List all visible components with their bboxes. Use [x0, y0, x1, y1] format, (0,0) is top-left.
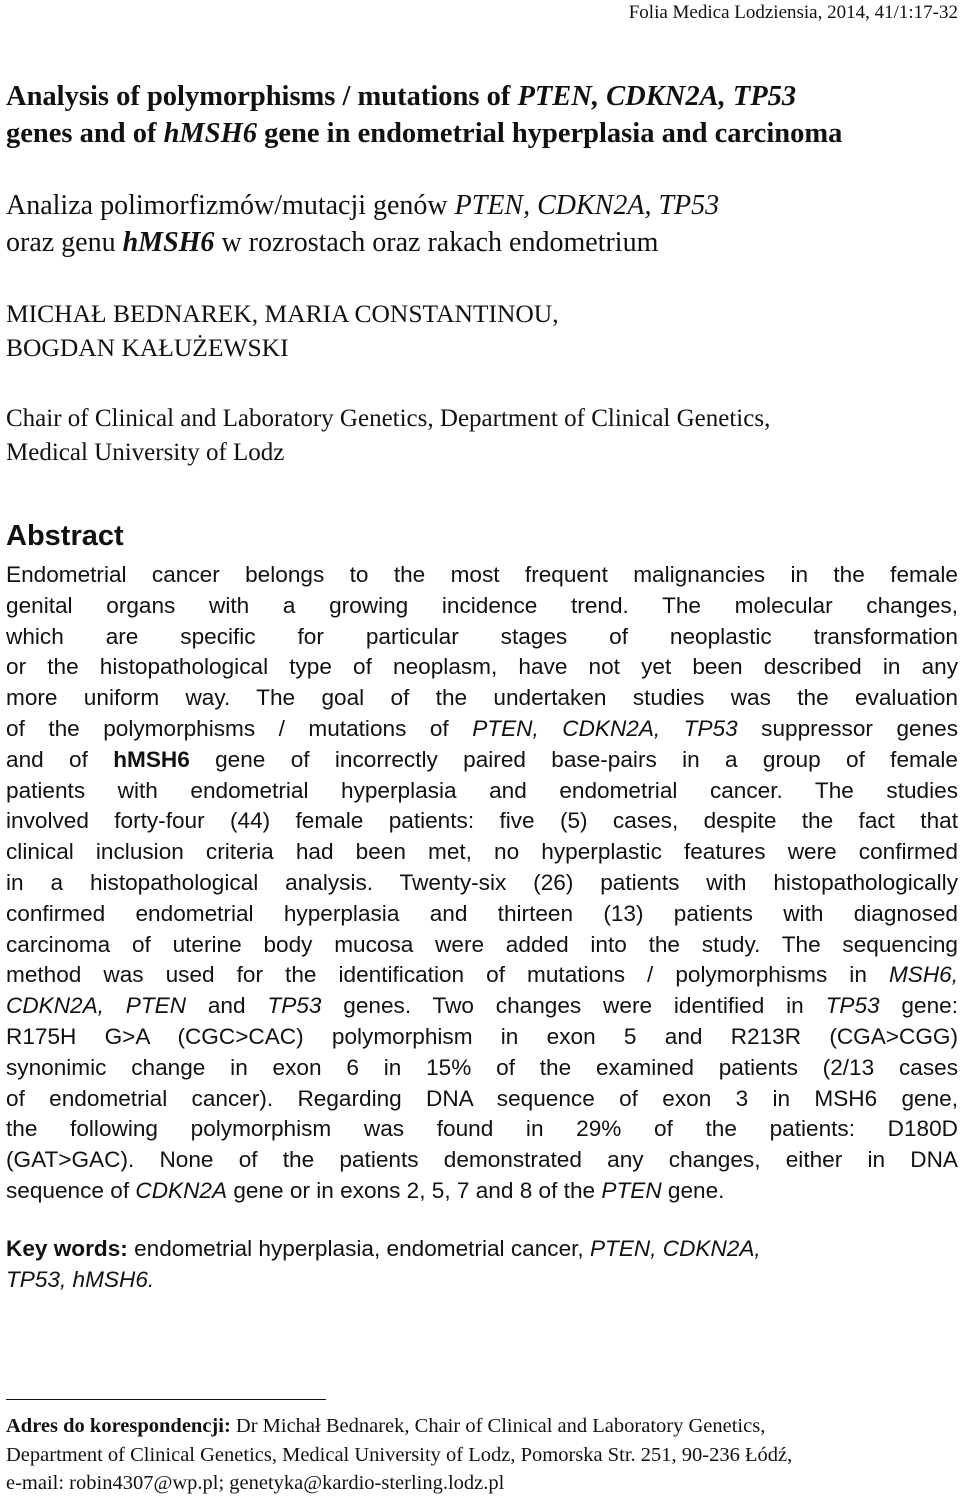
abstract-heading: Abstract — [6, 520, 124, 552]
correspondence-line: Department of Clinical Genetics, Medical University of Lodz, Pomorska Str. 251, 90-236 Łódź, — [6, 1443, 793, 1466]
affiliation-line: Chair of Clinical and Laboratory Genetics, Department of Clinical Genetics, — [6, 405, 771, 432]
abstract-line: synonimic change in exon 6 in 15% of the examined patients (2/13 cases — [6, 1054, 958, 1080]
title-line: Analysis of polymorphisms / mutations of PTEN, CDKN2A, TP53 — [6, 81, 797, 112]
author-list — [6, 297, 956, 365]
affiliation-line: Medical University of Lodz — [6, 439, 285, 466]
correspondence-line: e-mail: robin4307@wp.pl; genetyka@kardio-sterling.lodz.pl — [6, 1472, 505, 1494]
abstract-line: Endometrial cancer belongs to the most frequent malignancies in the female — [6, 562, 958, 587]
abstract-line: clinical inclusion criteria had been met, no hyperplastic features were confirmed — [6, 839, 958, 865]
article-title-polish — [6, 187, 956, 261]
abstract-line: in a histopathological analysis. Twenty-six (26) patients with histopathologically — [6, 869, 958, 895]
abstract-line: (GAT>GAC). None of the patients demonstrated any changes, either in DNA — [6, 1147, 958, 1173]
abstract-line: R175H G>A (CGC>CAC) polymorphism in exon 5 and R213R (CGA>CGG) — [6, 1023, 958, 1049]
title-line: genes and of hMSH6 gene in endometrial hyperplasia and carcinoma — [6, 118, 843, 149]
title-line: Analiza polimorfizmów/mutacji genów PTEN, CDKN2A, TP53 — [6, 190, 720, 221]
affiliation — [6, 402, 956, 470]
abstract-line: of endometrial cancer). Regarding DNA sequence of exon 3 in MSH6 gene, — [6, 1085, 958, 1111]
abstract-line: sequence of CDKN2A gene or in exons 2, 5, 7 and 8 of the PTEN gene. — [6, 1177, 725, 1203]
abstract-line: CDKN2A, PTEN and TP53 genes. Two changes were identified in TP53 gene: — [6, 993, 958, 1019]
abstract-line: and of hMSH6 gene of incorrectly paired base-pairs in a group of female — [6, 746, 958, 772]
abstract-line: method was used for the identification of mutations / polymorphisms in MSH6, — [6, 962, 958, 988]
keywords — [6, 1233, 958, 1295]
abstract-line: of the polymorphisms / mutations of PTEN, CDKN2A, TP53 suppressor genes — [6, 715, 958, 741]
abstract-line: confirmed endometrial hyperplasia and thirteen (13) patients with diagnosed — [6, 900, 958, 926]
footnote-divider — [6, 1399, 326, 1400]
abstract-line: patients with endometrial hyperplasia and endometrial cancer. The studies — [6, 777, 958, 803]
abstract-line: the following polymorphism was found in 29% of the patients: D180D — [6, 1116, 958, 1142]
title-line: oraz genu hMSH6 w rozrostach oraz rakach endometrium — [6, 227, 659, 258]
abstract-line: which are specific for particular stages of neoplastic transformation — [6, 623, 958, 649]
journal-reference: Folia Medica Lodziensia, 2014, 41/1:17-32 — [628, 2, 958, 23]
abstract-line: involved forty-four (44) female patients: five (5) cases, despite the fact that — [6, 808, 958, 834]
author-line: BOGDAN KAŁUŻEWSKI — [6, 333, 289, 362]
keywords-label: Key words: — [6, 1236, 128, 1261]
correspondence-footnote — [6, 1412, 958, 1498]
abstract-body — [6, 560, 958, 1207]
correspondence-label: Adres do korespondencji: — [6, 1415, 231, 1437]
article-title-english — [6, 78, 956, 152]
abstract-line: genital organs with a growing incidence trend. The molecular changes, — [6, 592, 958, 618]
author-line: MICHAŁ BEDNAREK, MARIA CONSTANTINOU, — [6, 299, 559, 328]
keywords-line: TP53, hMSH6. — [6, 1267, 155, 1292]
abstract-line: carcinoma of uterine body mucosa were added into the study. The sequencing — [6, 931, 958, 957]
correspondence-line: Adres do korespondencji: Dr Michał Bednarek, Chair of Clinical and Laboratory Genetics, — [6, 1415, 766, 1437]
abstract-line: or the histopathological type of neoplasm, have not yet been described in any — [6, 654, 958, 680]
keywords-line: Key words: endometrial hyperplasia, endometrial cancer, PTEN, CDKN2A, — [6, 1236, 761, 1261]
abstract-line: more uniform way. The goal of the undertaken studies was the evaluation — [6, 685, 958, 711]
